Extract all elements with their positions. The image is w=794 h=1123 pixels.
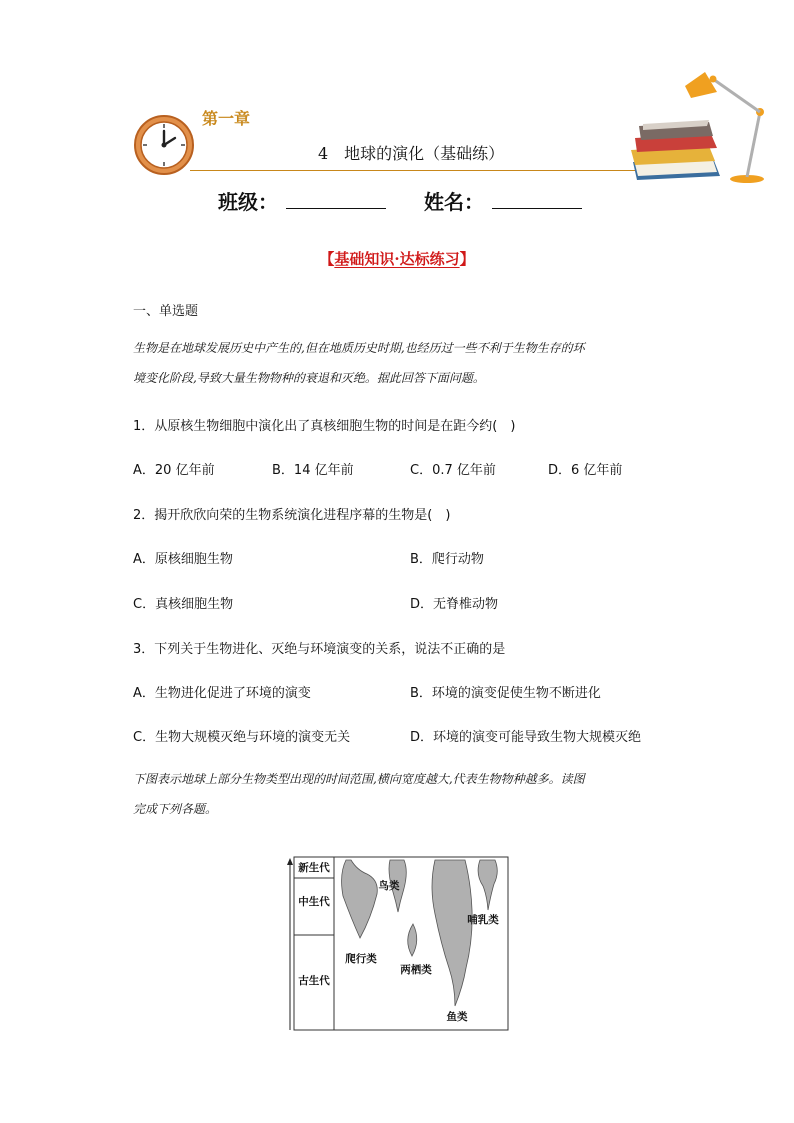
intro-1-line-1: 生物是在地球发展历史中产生的,但在地质历史时期,也经历过一些不利于生物生存的环 bbox=[133, 341, 585, 355]
q3-option-c[interactable]: C．生物大规模灭绝与环境的演变无关 bbox=[133, 730, 351, 745]
class-label: 班级： bbox=[218, 190, 278, 214]
q2-option-b[interactable]: B．爬行动物 bbox=[410, 552, 484, 567]
q3-option-a[interactable]: A．生物进化促进了环境的演变 bbox=[133, 686, 311, 701]
era-label-paleozoic: 古生代 bbox=[298, 975, 330, 987]
question-2: 2．揭开欣欣向荣的生物系统演化进程序幕的生物是( ) bbox=[133, 508, 451, 523]
section-title: 一、单选题 bbox=[133, 304, 199, 319]
era-label-cenozoic: 新生代 bbox=[298, 862, 330, 874]
fish-shape bbox=[432, 860, 472, 1006]
class-blank[interactable] bbox=[286, 208, 386, 209]
name-label: 姓名： bbox=[424, 190, 484, 214]
axis-arrow-icon bbox=[287, 858, 293, 865]
amphibians-shape bbox=[408, 924, 417, 956]
q1-option-b[interactable]: B．14 亿年前 bbox=[272, 463, 354, 478]
banner-open: 【 bbox=[319, 250, 335, 268]
lesson-title: 4 地球的演化（基础练） bbox=[318, 144, 505, 163]
q2-option-a[interactable]: A．原核细胞生物 bbox=[133, 552, 233, 567]
question-3: 3．下列关于生物进化、灭绝与环境演变的关系，说法不正确的是 bbox=[133, 642, 506, 657]
header-divider bbox=[190, 170, 640, 171]
intro-1-line-2: 境变化阶段,导致大量生物物种的衰退和灭绝。据此回答下面问题。 bbox=[133, 371, 485, 385]
chapter-label: 第一章 bbox=[202, 109, 251, 128]
clock-icon bbox=[133, 114, 195, 176]
banner-close: 】 bbox=[459, 250, 475, 268]
name-blank[interactable] bbox=[492, 208, 582, 209]
banner-title: 基础知识·达标练习 bbox=[334, 250, 460, 268]
era-label-mesozoic: 中生代 bbox=[298, 896, 330, 908]
mammals-shape bbox=[478, 860, 497, 910]
label-mammals: 哺乳类 bbox=[467, 914, 499, 926]
evolution-figure bbox=[287, 856, 509, 1031]
q1-option-c[interactable]: C．0.7 亿年前 bbox=[410, 463, 496, 478]
reptiles-shape bbox=[342, 860, 378, 938]
label-amphibians: 两栖类 bbox=[400, 964, 432, 976]
question-1: 1．从原核生物细胞中演化出了真核细胞生物的时间是在距今约( ) bbox=[133, 419, 516, 434]
q3-option-d[interactable]: D．环境的演变可能导致生物大规模灭绝 bbox=[410, 730, 642, 745]
section-banner bbox=[0, 248, 794, 269]
label-reptiles: 爬行类 bbox=[345, 953, 377, 965]
q2-option-c[interactable]: C．真核细胞生物 bbox=[133, 597, 234, 612]
intro-2-line-1: 下图表示地球上部分生物类型出现的时间范围,横向宽度越大,代表生物物种越多。读图 bbox=[133, 772, 585, 786]
label-birds: 鸟类 bbox=[378, 880, 400, 892]
intro-paragraph-2 bbox=[133, 764, 668, 824]
q1-option-a[interactable]: A．20 亿年前 bbox=[133, 463, 215, 478]
label-fish: 鱼类 bbox=[446, 1011, 468, 1023]
intro-paragraph-1 bbox=[133, 333, 668, 393]
q1-option-d[interactable]: D．6 亿年前 bbox=[548, 463, 623, 478]
intro-2-line-2: 完成下列各题。 bbox=[133, 802, 218, 816]
q2-option-d[interactable]: D．无脊椎动物 bbox=[410, 597, 499, 612]
books-lamp-illustration bbox=[625, 64, 770, 186]
q3-option-b[interactable]: B．环境的演变促使生物不断进化 bbox=[410, 686, 601, 701]
